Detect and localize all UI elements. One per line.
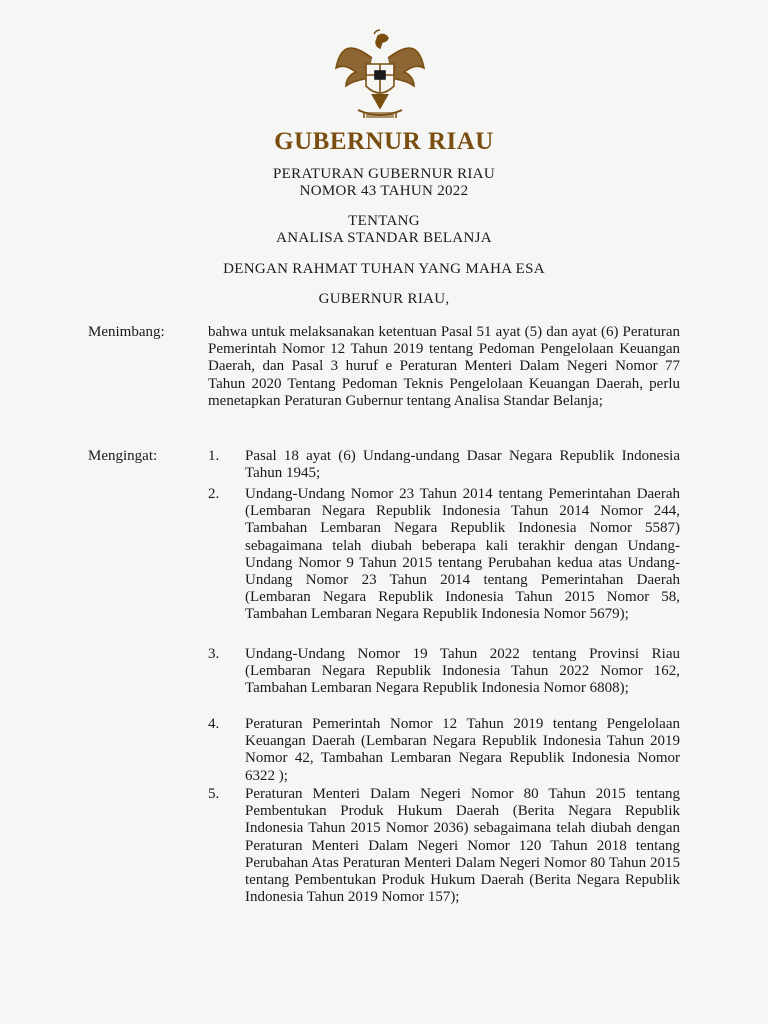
list-number: 2. — [208, 486, 220, 502]
list-number: 1. — [208, 448, 220, 464]
regulation-title: PERATURAN GUBERNUR RIAU — [273, 166, 495, 182]
about-label: TENTANG — [348, 213, 420, 229]
list-number: 5. — [208, 786, 220, 802]
list-number: 3. — [208, 646, 220, 662]
regulation-subject: ANALISA STANDAR BELANJA — [276, 230, 492, 246]
section-label — [88, 324, 165, 341]
preamble: DENGAN RAHMAT TUHAN YANG MAHA ESA — [223, 261, 545, 277]
mengingat-section — [88, 448, 680, 948]
menimbang-label: Menimbang — [88, 324, 161, 340]
section-label — [88, 448, 157, 465]
governor-title: GUBERNUR RIAU — [274, 128, 494, 155]
list-text: Undang-Undang Nomor 23 Tahun 2014 tentang Pemerintahan Daerah (Lembaran Negara Republik Indonesia Tahun 2014 Nomor 244, Tambahan Lembaran Negara Republik Indonesia Nomor 5587) sebagaimana telah diubah beberapa kali terakhir dengan Undang-Undang Nomor 9 Tahun 2015 tentang Perubahan kedua atas Undang-Undang Nomor 23 Tahun 2014 tentang Pemerintahan Daerah (Lembaran Negara Republik Indonesia Tahun 2015 Nomor 58, Tambahan Lembaran Negara Republik Indonesia Nomor 5679); — [245, 486, 680, 623]
mengingat-label: Mengingat — [88, 448, 153, 464]
regulation-number: NOMOR 43 TAHUN 2022 — [299, 183, 469, 199]
menimbang-colon: : — [160, 324, 165, 340]
list-text: Peraturan Pemerintah Nomor 12 Tahun 2019 tentang Pengelolaan Keuangan Daerah (Lembaran Negara Republik Indonesia Tahun 2019 Nomor 42, Tambahan Lembaran Negara Republik Indonesia Nomor 6322 ); — [245, 716, 680, 784]
issuer: GUBERNUR RIAU, — [318, 291, 450, 307]
list-number: 4. — [208, 716, 220, 732]
list-text: Undang-Undang Nomor 19 Tahun 2022 tentang Provinsi Riau (Lembaran Negara Republik Indonesia Tahun 2022 Nomor 162, Tambahan Lembaran Negara Republik Indonesia Nomor 6808); — [245, 646, 680, 697]
list-text: Pasal 18 ayat (6) Undang-undang Dasar Negara Republik Indonesia Tahun 1945; — [245, 448, 680, 482]
list-text: Peraturan Menteri Dalam Negeri Nomor 80 Tahun 2015 tentang Pembentukan Produk Hukum Daerah (Berita Negara Republik Indonesia Tahun 2015 Nomor 2036) sebagaimana telah diubah dengan Peraturan Menteri Dalam Negeri Nomor 120 Tahun 2018 tentang Perubahan Atas Peraturan Menteri Dalam Negeri Nomor 80 Tahun 2015 tentang Pembentukan Produk Hukum Daerah (Berita Negara Republik Indonesia Tahun 2019 Nomor 157); — [245, 786, 680, 906]
menimbang-text: bahwa untuk melaksanakan ketentuan Pasal 51 ayat (5) dan ayat (6) Peraturan Pemerintah Nomor 12 Tahun 2019 tentang Pedoman Pengelolaan Keuangan Daerah, dan Pasal 3 huruf e Peraturan Menteri Dalam Negeri Nomor 77 Tahun 2020 Tentang Pedoman Teknis Pengelolaan Keuangan Daerah, perlu menetapkan Peraturan Gubernur tentang Analisa Standar Belanja; — [208, 324, 680, 409]
menimbang-section — [88, 324, 680, 434]
mengingat-colon: : — [153, 448, 158, 464]
garuda-emblem-icon — [328, 28, 432, 124]
